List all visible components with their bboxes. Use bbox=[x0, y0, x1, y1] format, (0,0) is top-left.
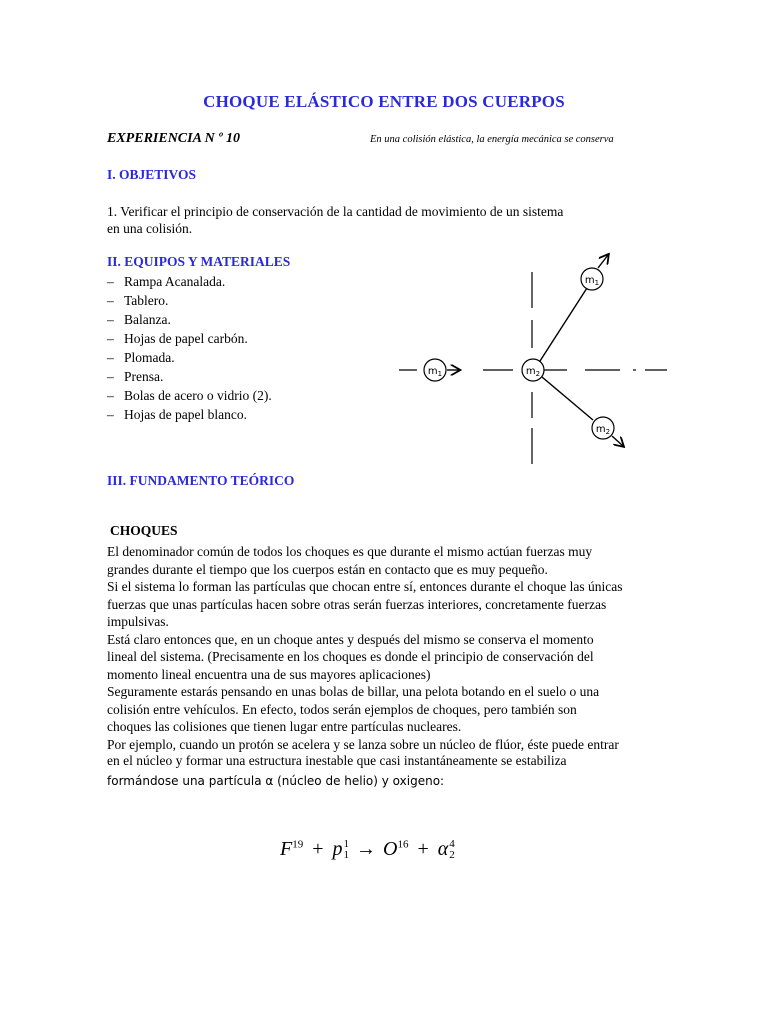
eq-p-sup: 1 bbox=[343, 838, 349, 851]
eq-symbol-alpha: α bbox=[437, 838, 449, 860]
body-line: en el núcleo y formar una estructura inestable que casi instantáneamente se estabiliza bbox=[107, 753, 567, 768]
body-line: Por ejemplo, cuando un protón se acelera y se lanza sobre un núcleo de flúor, éste puede entrar bbox=[107, 736, 619, 752]
list-dash: – bbox=[107, 350, 114, 365]
eq-plus: + bbox=[417, 838, 429, 860]
list-item bbox=[107, 405, 272, 424]
list-dash: – bbox=[107, 274, 114, 289]
eq-symbol-f: F bbox=[280, 838, 293, 860]
list-dash: – bbox=[107, 312, 114, 327]
body-line: colisión entre vehículos. En efecto, todos serán ejemplos de choques, pero también son bbox=[107, 701, 577, 717]
experiment-note: En una colisión elástica, la energía mecánica se conserva bbox=[370, 134, 614, 145]
list-item-label: Hojas de papel blanco. bbox=[124, 407, 247, 422]
eq-o-mass: 16 bbox=[397, 838, 409, 851]
eq-p-sub: 1 bbox=[343, 849, 349, 862]
body-line: impulsivas. bbox=[107, 614, 169, 629]
list-item-label: Plomada. bbox=[124, 350, 175, 365]
body-line: El denominador común de todos los choques es que durante el mismo actúan fuerzas muy bbox=[107, 544, 593, 559]
eq-arrow: → bbox=[356, 838, 376, 860]
list-item bbox=[107, 386, 272, 405]
list-item-label: Balanza. bbox=[124, 312, 171, 327]
label-m2-target: $m_2$ bbox=[525, 366, 541, 378]
list-item-label: Tablero. bbox=[124, 293, 169, 308]
list-item bbox=[107, 367, 272, 386]
list-dash: – bbox=[107, 369, 114, 384]
body-line: Si el sistema lo forman las partículas que chocan entre sí, entonces durante el choque las únicas bbox=[107, 579, 623, 594]
list-item-label: Hojas de papel carbón. bbox=[124, 331, 248, 346]
eq-alpha-sub: 2 bbox=[449, 849, 455, 862]
label-m2-outgoing: $m_2$ bbox=[595, 424, 611, 436]
label-m1-outgoing: $m_1$ bbox=[584, 275, 600, 287]
section-objectives-heading: I. OBJETIVOS bbox=[107, 167, 197, 182]
page-title: CHOQUE ELÁSTICO ENTRE DOS CUERPOS bbox=[203, 92, 565, 111]
eq-plus: + bbox=[312, 838, 324, 860]
body-line: choques las colisiones que tienen lugar entre partículas nucleares. bbox=[107, 719, 462, 734]
materials-list bbox=[107, 272, 272, 424]
path-m2-outgoing bbox=[542, 377, 593, 420]
section-theory-heading: III. FUNDAMENTO TEÓRICO bbox=[107, 473, 295, 488]
list-item bbox=[107, 348, 272, 367]
objective-line-1: 1. Verificar el principio de conservación de la cantidad de movimiento de un sistema bbox=[107, 204, 564, 219]
eq-alpha-indices bbox=[449, 839, 455, 861]
list-dash: – bbox=[107, 407, 114, 422]
list-dash: – bbox=[107, 331, 114, 346]
body-line: lineal del sistema. (Precisamente en los choques es donde el principio de conservación del bbox=[107, 649, 594, 664]
list-dash: – bbox=[107, 388, 114, 403]
list-item bbox=[107, 310, 272, 329]
list-item-label: Bolas de acero o vidrio (2). bbox=[124, 388, 272, 403]
eq-alpha-sup: 4 bbox=[449, 838, 455, 851]
body-line: Está claro entonces que, en un choque antes y después del mismo se conserva el momento bbox=[107, 631, 594, 647]
objective-line-2: en una colisión. bbox=[107, 221, 193, 236]
eq-symbol-p: p bbox=[332, 838, 343, 860]
body-line: grandes durante el tiempo que los cuerpos están en contacto que es muy pequeño. bbox=[107, 561, 548, 577]
list-item bbox=[107, 272, 272, 291]
arrow-m2-outgoing bbox=[612, 436, 623, 446]
eq-p-indices bbox=[344, 839, 350, 861]
path-m1-outgoing bbox=[540, 288, 587, 361]
label-m1-incoming: $m_1$ bbox=[427, 366, 443, 378]
list-item bbox=[107, 329, 272, 348]
theory-body bbox=[107, 543, 647, 753]
section-equipment-heading: II. EQUIPOS Y MATERIALES bbox=[107, 254, 291, 269]
body-line: fuerzas que unas partículas hacen sobre otras serán fuerzas interiores, concretamente fuerzas bbox=[107, 596, 607, 612]
body-line: momento lineal encuentra una de sus mayores aplicaciones) bbox=[107, 666, 431, 682]
list-item-label: Prensa. bbox=[124, 369, 164, 384]
body-line: formándose una partícula α (núcleo de helio) y oxigeno: bbox=[107, 774, 445, 788]
list-item bbox=[107, 291, 272, 310]
experiment-number: EXPERIENCIA N º 10 bbox=[107, 131, 240, 146]
eq-symbol-o: O bbox=[383, 838, 398, 860]
theory-tail bbox=[107, 750, 567, 792]
body-line: Seguramente estarás pensando en unas bolas de billar, una pelota botando en el suelo o una bbox=[107, 684, 600, 699]
nuclear-equation bbox=[280, 838, 455, 861]
list-item-label: Rampa Acanalada. bbox=[124, 274, 226, 289]
collision-diagram bbox=[395, 250, 675, 480]
list-dash: – bbox=[107, 293, 114, 308]
eq-f-mass: 19 bbox=[292, 838, 304, 851]
arrow-m1-outgoing bbox=[598, 255, 608, 268]
subsection-heading: CHOQUES bbox=[110, 523, 178, 538]
